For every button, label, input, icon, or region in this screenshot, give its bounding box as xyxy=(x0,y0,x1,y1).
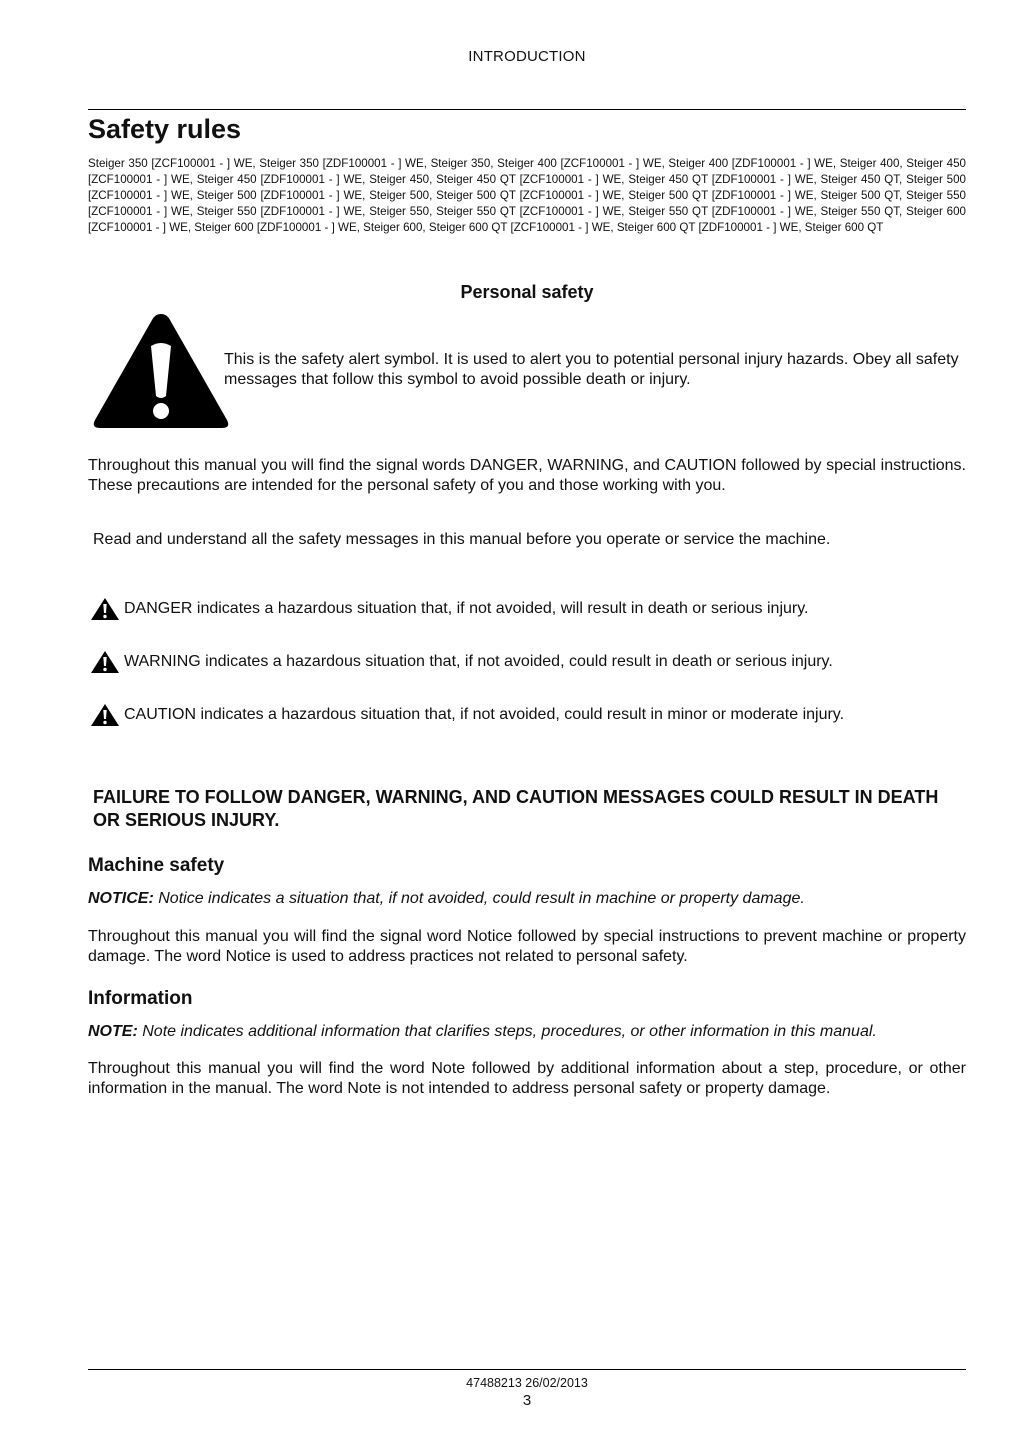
information-heading: Information xyxy=(88,988,193,1009)
danger-alert-icon xyxy=(90,597,120,621)
notice-label: NOTICE: xyxy=(88,890,154,907)
danger-text: DANGER indicates a hazardous situation that, if not avoided, will result in death or serious injury. xyxy=(124,600,809,617)
safety-alert-triangle-icon xyxy=(91,310,231,432)
note-text: Note indicates additional information that clarifies steps, procedures, or other information in this manual. xyxy=(142,1023,877,1040)
notice-text: Notice indicates a situation that, if not avoided, could result in machine or property damage. xyxy=(158,890,805,907)
page-title: Safety rules xyxy=(88,114,242,144)
note-label: NOTE: xyxy=(88,1023,138,1040)
machine-safety-heading: Machine safety xyxy=(88,855,225,876)
alert-symbol-description: This is the safety alert symbol. It is used to alert you to potential personal injury hazards. Obey all safety messages that follow this symbol to avoid possible death or injury. xyxy=(224,351,959,388)
model-applicability: Steiger 350 [ZCF100001 - ] WE, Steiger 350 [ZDF100001 - ] WE, Steiger 350, Steiger 400 [ZCF100001 - ] WE, Steiger 400 [ZDF100001 - ] WE, Steiger 400, Steiger 450 [ZCF100001 - ] WE, Steiger 450 [ZDF100001 - ] WE, Steiger 450, Steiger 450 QT [ZCF100001 - ] WE, Steiger 450 QT [ZDF100001 - ] WE, Steiger 450 QT, Steiger 500 [ZCF100001 - ] WE, Steiger 500 [ZDF100001 - ] WE, Steiger 500, Steiger 500 QT [ZCF100001 - ] WE, Steiger 500 QT [ZDF100001 - ] WE, Steiger 500 QT, Steiger 550 [ZCF100001 - ] WE, Steiger 550 [ZDF100001 - ] WE, Steiger 550, Steiger 550 QT [ZCF100001 - ] WE, Steiger 550 QT [ZDF100001 - ] WE, Steiger 550 QT, Steiger 600 [ZCF100001 - ] WE, Steiger 600 [ZDF100001 - ] WE, Steiger 600, Steiger 600 QT [ZCF100001 - ] WE, Steiger 600 QT [ZDF100001 - ] WE, Steiger 600 QT xyxy=(88,157,966,234)
running-header: INTRODUCTION xyxy=(468,48,586,65)
caution-alert-icon xyxy=(90,703,120,727)
page-number: 3 xyxy=(522,1392,532,1409)
footer-rule xyxy=(88,1369,966,1370)
header-rule xyxy=(88,109,966,110)
warning-alert-icon xyxy=(90,650,120,674)
document-id: 47488213 26/02/2013 xyxy=(466,1376,588,1390)
warning-text: WARNING indicates a hazardous situation that, if not avoided, could result in death or serious injury. xyxy=(124,653,833,670)
signal-words-paragraph: Throughout this manual you will find the signal words DANGER, WARNING, and CAUTION followed by special instructions. These precautions are intended for the personal safety of you and those working with you. xyxy=(88,457,966,494)
machine-safety-paragraph: Throughout this manual you will find the signal word Notice followed by special instructions to prevent machine or property damage. The word Notice is used to address practices not related to personal safety. xyxy=(88,928,966,965)
read-understand-paragraph: Read and understand all the safety messages in this manual before you operate or service the machine. xyxy=(93,531,831,548)
caution-message xyxy=(90,703,844,727)
failure-warning: FAILURE TO FOLLOW DANGER, WARNING, AND CAUTION MESSAGES COULD RESULT IN DEATH OR SERIOUS INJURY. xyxy=(93,787,939,830)
information-paragraph: Throughout this manual you will find the word Note followed by additional information about a step, procedure, or other information in the manual. The word Note is not intended to address personal safety or property damage. xyxy=(88,1060,966,1097)
warning-message xyxy=(90,650,833,674)
personal-safety-heading: Personal safety xyxy=(460,282,594,302)
caution-text: CAUTION indicates a hazardous situation that, if not avoided, could result in minor or moderate injury. xyxy=(124,706,845,723)
note-statement xyxy=(88,1022,966,1042)
danger-message xyxy=(90,597,809,621)
notice-statement xyxy=(88,889,966,909)
